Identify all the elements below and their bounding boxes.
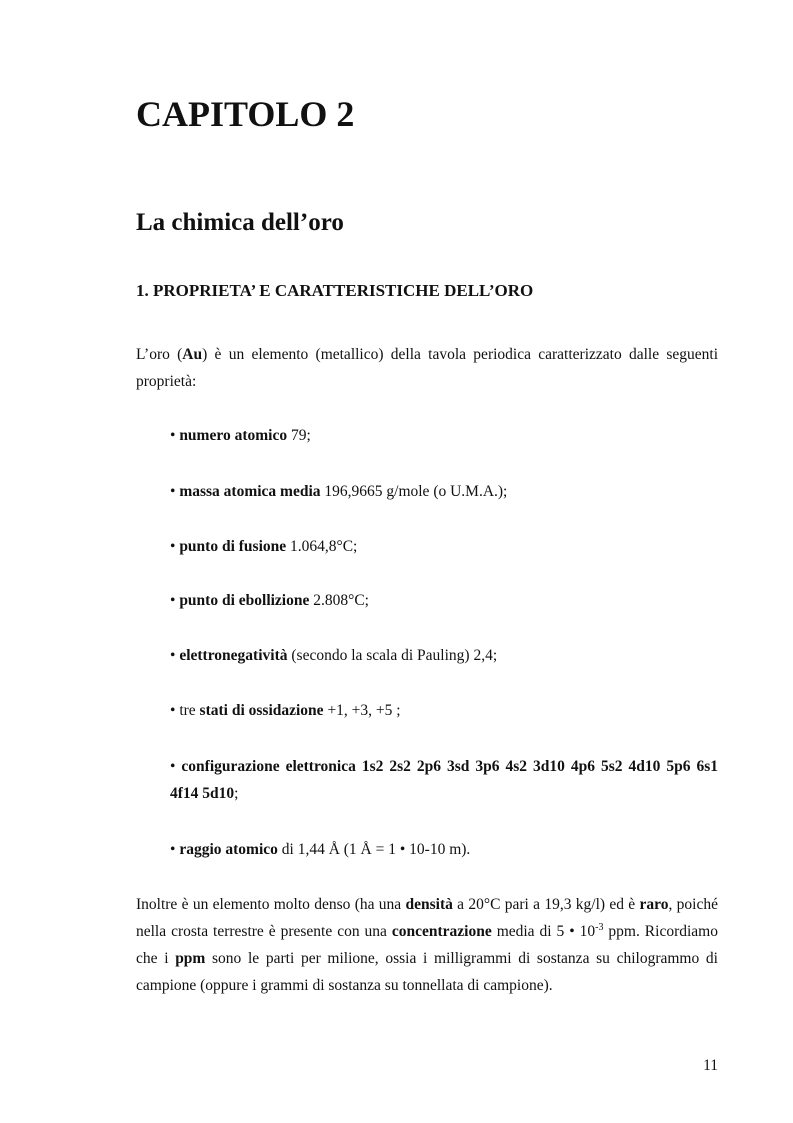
bullet-marker: • [170,427,180,444]
list-item [170,753,718,807]
list-item [170,478,718,505]
bold-term: concentrazione [391,923,492,940]
bullet-marker: • [170,758,182,775]
property-value: 2.808°C; [309,592,369,609]
chapter-title: CAPITOLO 2 [136,94,355,134]
page-number: 11 [703,1057,718,1074]
list-item [170,642,718,669]
list-item [170,533,718,560]
property-value: +1, +3, +5 ; [323,702,401,719]
bold-term: ppm [175,950,206,967]
section-heading: 1. PROPRIETA’ E CARATTERISTICHE DELL’ORO [136,281,534,300]
list-item [170,697,718,724]
property-label: massa atomica media [179,483,321,500]
bullet-marker: • [170,647,180,664]
paragraph-text: , poiché nella crosta terrestre è presente con una [136,896,718,940]
property-value: 1.064,8°C; [286,538,358,555]
property-label: elettronegatività [179,647,288,664]
paragraph-text: ppm. Ricordiamo che i [136,923,718,967]
list-item [170,422,718,449]
closing-paragraph [136,891,718,999]
bullet-marker: • [170,483,180,500]
bullet-marker: • [170,841,180,858]
property-value: di 1,44 Å (1 Å = 1 • 10-10 m). [277,841,471,858]
element-symbol: Au [182,346,203,363]
bold-term: raro [639,896,669,913]
intro-paragraph [136,341,718,395]
bullet-marker: • [170,538,180,555]
paragraph-text: media di 5 • 10 [491,923,596,940]
property-value: ; [234,785,239,802]
item-prefix: tre [179,702,200,719]
intro-text: L’oro ( [136,346,183,363]
paragraph-text: a 20°C pari a 19,3 kg/l) ed è [452,896,640,913]
paragraph-text: Inoltre è un elemento molto denso (ha una [136,896,406,913]
property-value: 196,9665 g/mole (o U.M.A.); [320,483,508,500]
property-label: numero atomico [179,427,288,444]
bold-term: densità [405,896,453,913]
list-item [170,587,718,614]
list-item [170,836,718,863]
property-label: stati di ossidazione [199,702,324,719]
bullet-marker: • [170,592,180,609]
property-label: punto di ebollizione [179,592,310,609]
property-label: configurazione elettronica 1s2 2s2 2p6 3sd 3p6 4s2 3d10 4p6 5s2 4d10 5p6 6s1 4f14 5d10 [170,758,718,802]
paragraph-text: sono le parti per milione, ossia i milligrammi di sostanza su chilogrammo di campione (oppure i grammi di sostanza su tonnellata di campione). [136,950,718,994]
property-label: raggio atomico [179,841,278,858]
chapter-subtitle: La chimica dell’oro [136,209,344,236]
property-value: 79; [287,427,311,444]
property-label: punto di fusione [179,538,287,555]
exponent: -3 [595,922,604,933]
property-value: (secondo la scala di Pauling) 2,4; [287,647,498,664]
bullet-marker: • [170,702,180,719]
intro-text: ) è un elemento (metallico) della tavola periodica caratterizzato dalle seguenti proprietà: [136,346,719,390]
